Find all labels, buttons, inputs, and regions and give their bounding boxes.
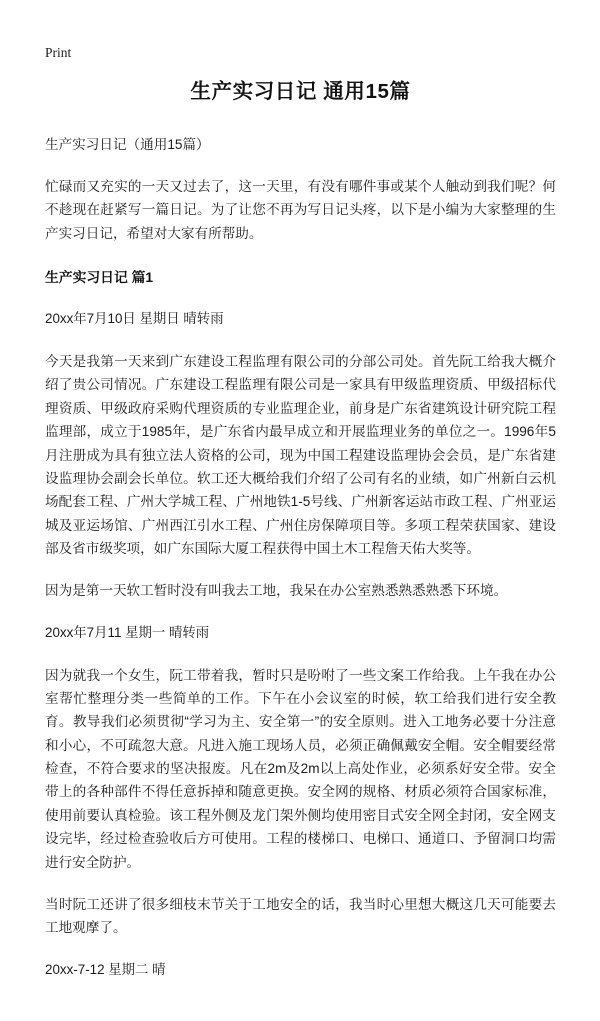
diary-paragraph-2-1: 因为就我一个女生，阮工带着我，暂时只是吩咐了一些文案工作给我。上午我在办公室帮忙整理分类一些简单的工作。下午在小会议室的时候，软工给我们进行安全教育。教导我们必须贯彻“学习为主、安全第一”的安全原则。进入工地务必要十分注意和小心，不可疏忽大意。凡进入施工现场人员，必须正确佩戴安全帽。安全帽要经常检查，不符合要求的坚决报废。凡在2m及2m以上高处作业，必须系好安全带。安全带上的各种部件不得任意拆掉和随意更换。安全网的规格、材质必须符合国家标准，使用前要认真检验。该工程外侧及龙门架外侧均使用密目式安全网全封闭，安全网支设完毕，经过检查验收后方可使用。工程的楼梯口、电梯口、通道口、予留洞口均需进行安全防护。 bbox=[45, 667, 556, 870]
document-content bbox=[45, 78, 556, 1021]
diary-date-2: 20xx年7月11 星期一 晴转雨 bbox=[45, 624, 210, 640]
print-toolbar bbox=[0, 0, 600, 66]
diary-date-3: 20xx-7-12 星期二 晴 bbox=[45, 961, 166, 977]
section-heading-1: 生产实习日记 篇1 bbox=[45, 270, 154, 286]
page-bottom-spacer bbox=[45, 981, 556, 1021]
diary-paragraph-1-2: 因为是第一天软工暂时没有叫我去工地，我呆在办公室熟悉熟悉熟悉下环境。 bbox=[45, 583, 508, 599]
print-button[interactable]: Print bbox=[45, 45, 72, 60]
page-title: 生产实习日记 通用15篇 bbox=[190, 80, 411, 103]
document-subtitle: 生产实习日记（通用15篇） bbox=[45, 136, 210, 152]
diary-paragraph-1-1: 今天是我第一天来到广东建设工程监理有限公司的分部公司处。首先阮工给我大概介绍了贵公司情况。广东建设工程监理有限公司是一家具有甲级监理资质、甲级招标代理资质、甲级政府采购代理资质的专业监理企业，前身是广东省建筑设计研究院工程监理部，成立于1985年，是广东省内最早成立和开展监理业务的单位之一。1996年5月注册成为具有独立法人资格的公司，现为中国工程建设监理协会会员，是广东省建设监理协会副会长单位。软工还大概给我们介绍了公司有名的业绩，如广州新白云机场配套工程、广州大学城工程、广州地铁1-5号线、广州新客运站市政工程、广州亚运城及亚运场馆、广州西江引水工程、广州住房保障项目等。多项工程荣获国家、建设部及省市级奖项，如广东国际大厦工程获得中国土木工程詹天佑大奖等。 bbox=[45, 354, 556, 557]
document-intro: 忙碌而又充实的一天又过去了，这一天里，有没有哪件事或某个人触动到我们呢？何不趁现在赶紧写一篇日记。为了让您不再为写日记头疼，以下是小编为大家整理的生产实习日记，希望对大家有所帮助。 bbox=[45, 179, 556, 241]
diary-date-1: 20xx年7月10日 星期日 晴转雨 bbox=[45, 311, 224, 327]
diary-paragraph-2-2: 当时阮工还讲了很多细枝末节关于工地安全的话，我当时心里想大概这几天可能要去工地观摩了。 bbox=[45, 896, 556, 936]
